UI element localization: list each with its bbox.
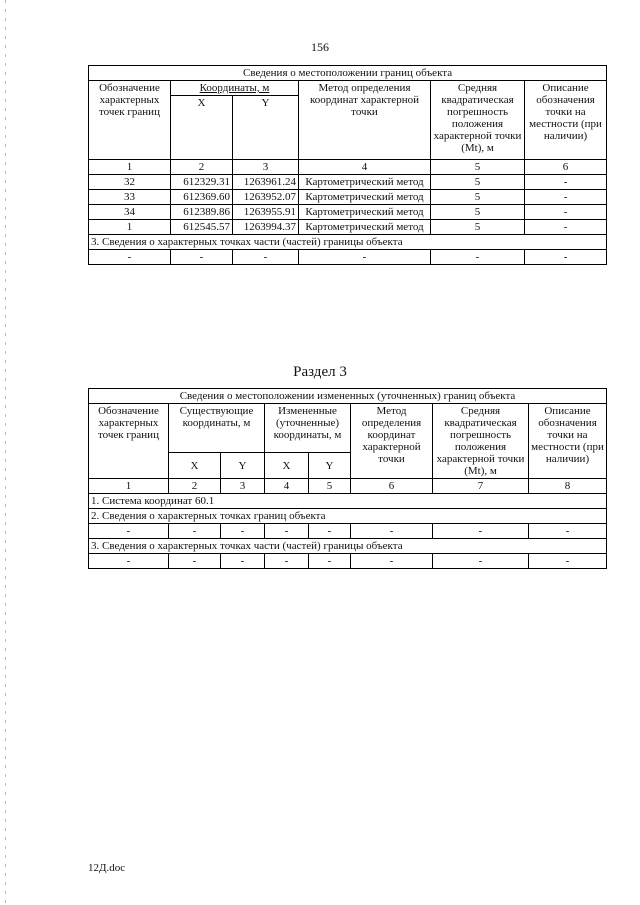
- column-number: 2: [171, 160, 233, 175]
- y-cell: 1263955.91: [233, 205, 299, 220]
- y-cell: 1263961.24: [233, 175, 299, 190]
- table-row: [89, 175, 607, 190]
- column-number: 3: [221, 479, 265, 494]
- dash-cell: -: [433, 554, 529, 569]
- point-cell: 1: [89, 220, 171, 235]
- point-cell: 33: [89, 190, 171, 205]
- point-cell: 34: [89, 205, 171, 220]
- header-x: X: [171, 96, 233, 160]
- dash-cell: -: [89, 250, 171, 265]
- desc-cell: -: [525, 205, 607, 220]
- header-changed-x: X: [265, 453, 309, 479]
- page-number: 156: [311, 40, 329, 54]
- column-number: 7: [433, 479, 529, 494]
- dash-cell: -: [89, 524, 169, 539]
- mt-cell: 5: [431, 190, 525, 205]
- subheading-parts: 3. Сведения о характерных точках части (частей) границы объекта: [89, 539, 607, 554]
- table-row: [89, 220, 607, 235]
- dash-cell: -: [221, 554, 265, 569]
- subheading-points: 2. Сведения о характерных точках границ объекта: [89, 509, 607, 524]
- column-number: 1: [89, 479, 169, 494]
- header-designation: Обозначение характерных точек границ: [89, 81, 171, 160]
- desc-cell: -: [525, 175, 607, 190]
- dash-cell: -: [351, 524, 433, 539]
- column-number: 5: [309, 479, 351, 494]
- dash-cell: -: [221, 524, 265, 539]
- dash-cell: -: [529, 524, 607, 539]
- dash-cell: -: [529, 554, 607, 569]
- mt-cell: 5: [431, 175, 525, 190]
- dash-cell: -: [171, 250, 233, 265]
- changed-boundaries-table: [88, 388, 607, 569]
- header-accuracy: Средняя квадратическая погрешность положения характерной точки (Mt), м: [431, 81, 525, 160]
- method-cell: Картометрический метод: [299, 220, 431, 235]
- section-title: Раздел 3: [293, 364, 347, 380]
- column-number: 4: [265, 479, 309, 494]
- desc-cell: -: [525, 220, 607, 235]
- desc-cell: -: [525, 190, 607, 205]
- dash-cell: -: [299, 250, 431, 265]
- point-cell: 32: [89, 175, 171, 190]
- dash-cell: -: [265, 554, 309, 569]
- method-cell: Картометрический метод: [299, 205, 431, 220]
- header-existing-x: X: [169, 453, 221, 479]
- footer-filename: 12Д.doc: [88, 862, 126, 874]
- header-changed: Измененные (уточненные) координаты, м: [265, 404, 351, 453]
- x-cell: 612389.86: [171, 205, 233, 220]
- column-number: 4: [299, 160, 431, 175]
- dash-cell: -: [265, 524, 309, 539]
- dash-cell: -: [233, 250, 299, 265]
- header-accuracy: Средняя квадратическая погрешность положения характерной точки (Mt), м: [433, 404, 529, 479]
- column-number: 1: [89, 160, 171, 175]
- table-row: [89, 205, 607, 220]
- header-method: Метод определения координат характерной точки: [351, 404, 433, 479]
- dash-cell: -: [351, 554, 433, 569]
- coordinate-system: 1. Система координат 60.1: [89, 494, 607, 509]
- y-cell: 1263952.07: [233, 190, 299, 205]
- table-title: Сведения о местоположении измененных (уточненных) границ объекта: [89, 389, 607, 404]
- table-row: [89, 250, 607, 265]
- x-cell: 612329.31: [171, 175, 233, 190]
- header-changed-y: Y: [309, 453, 351, 479]
- dash-cell: -: [309, 554, 351, 569]
- dash-cell: -: [433, 524, 529, 539]
- header-designation: Обозначение характерных точек границ: [89, 404, 169, 479]
- dash-cell: -: [525, 250, 607, 265]
- column-number: 2: [169, 479, 221, 494]
- subheading-parts: 3. Сведения о характерных точках части (частей) границы объекта: [89, 235, 607, 250]
- header-method: Метод определения координат характерной точки: [299, 81, 431, 160]
- table-title: Сведения о местоположении границ объекта: [89, 66, 607, 81]
- column-number: 8: [529, 479, 607, 494]
- y-cell: 1263994.37: [233, 220, 299, 235]
- dash-cell: -: [169, 554, 221, 569]
- table-row: [89, 554, 607, 569]
- header-y: Y: [233, 96, 299, 160]
- dash-cell: -: [431, 250, 525, 265]
- column-number: 6: [351, 479, 433, 494]
- header-description: Описание обозначения точки на местности (при наличии): [529, 404, 607, 479]
- header-description: Описание обозначения точки на местности (при наличии): [525, 81, 607, 160]
- dash-cell: -: [89, 554, 169, 569]
- header-coords: Координаты, м: [171, 81, 299, 96]
- dash-cell: -: [309, 524, 351, 539]
- column-number: 3: [233, 160, 299, 175]
- header-existing-y: Y: [221, 453, 265, 479]
- column-number: 5: [431, 160, 525, 175]
- boundaries-table: [88, 65, 607, 265]
- table-row: [89, 190, 607, 205]
- margin-scan-line: [5, 0, 6, 905]
- mt-cell: 5: [431, 220, 525, 235]
- method-cell: Картометрический метод: [299, 190, 431, 205]
- table-row: [89, 524, 607, 539]
- mt-cell: 5: [431, 205, 525, 220]
- x-cell: 612369.60: [171, 190, 233, 205]
- dash-cell: -: [169, 524, 221, 539]
- header-existing: Существующие координаты, м: [169, 404, 265, 453]
- column-number: 6: [525, 160, 607, 175]
- x-cell: 612545.57: [171, 220, 233, 235]
- method-cell: Картометрический метод: [299, 175, 431, 190]
